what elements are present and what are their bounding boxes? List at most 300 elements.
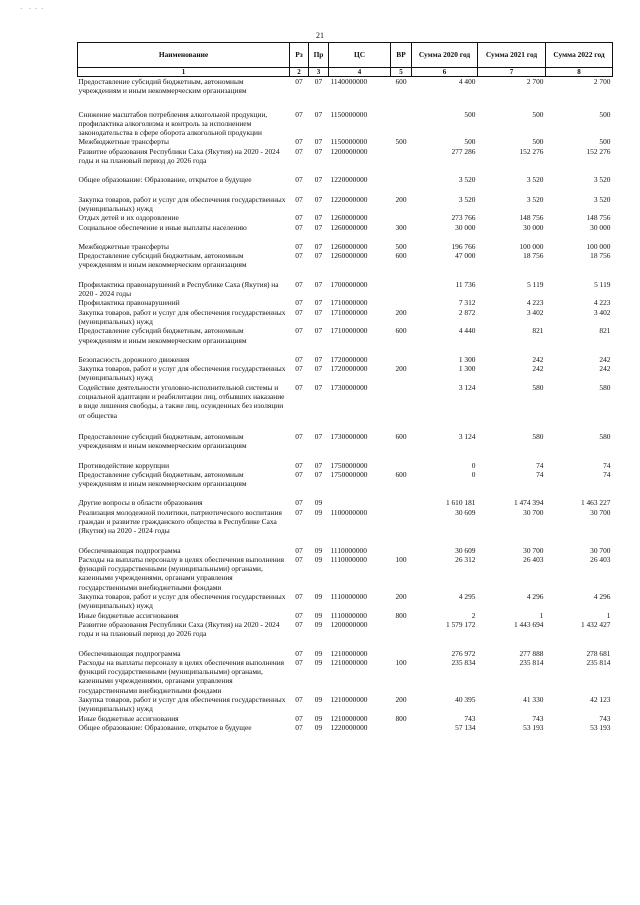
table-row bbox=[78, 592, 613, 611]
table-row bbox=[78, 298, 613, 307]
row-pr: 09 bbox=[314, 498, 323, 508]
row-pr: 07 bbox=[314, 194, 323, 204]
row-sum-2021: 500 bbox=[532, 109, 544, 119]
table-row bbox=[78, 147, 613, 166]
row-sum-2020: 276 972 bbox=[451, 648, 476, 658]
row-cs: 1210000000 bbox=[330, 695, 368, 705]
row-sum-2021: 1 443 694 bbox=[513, 619, 544, 629]
row-cs: 1140000000 bbox=[330, 77, 368, 86]
row-name: Содействие деятельности уголовно-исполнительной системы и социальной адаптации и реабилитации лиц, отбывших наказание в виде лишения свободы, а также лиц, осужденных без изоляции от общества bbox=[78, 382, 285, 420]
row-rz: 07 bbox=[295, 298, 303, 308]
row-rz: 07 bbox=[295, 307, 303, 317]
row-cs: 1260000000 bbox=[330, 241, 368, 251]
row-spacer bbox=[78, 232, 613, 242]
row-pr: 07 bbox=[314, 460, 323, 470]
row-name: Предоставление субсидий бюджетным, автономным учреждениям и иным некоммерческим организациям bbox=[78, 326, 247, 345]
row-sum-2020: 30 000 bbox=[455, 222, 476, 232]
row-name: Иные бюджетные ассигнования bbox=[78, 713, 179, 723]
row-vr bbox=[391, 508, 412, 536]
row-pr: 07 bbox=[314, 364, 323, 374]
row-vr bbox=[391, 461, 412, 470]
row-pr: 07 bbox=[314, 469, 323, 479]
row-pr: 09 bbox=[314, 610, 323, 620]
column-number: 1 bbox=[78, 68, 290, 77]
row-rz: 07 bbox=[295, 431, 303, 441]
table-row bbox=[78, 658, 613, 695]
row-name: Закупка товаров, работ и услуг для обеспечения государственных (муниципальных) нужд bbox=[78, 307, 286, 326]
row-sum-2020: 1 610 181 bbox=[445, 498, 476, 508]
row-sum-2020: 0 bbox=[471, 469, 476, 479]
row-rz: 07 bbox=[295, 498, 303, 508]
table-row bbox=[78, 498, 613, 507]
row-vr bbox=[391, 620, 412, 639]
row-sum-2022: 100 000 bbox=[586, 241, 611, 251]
row-name: Противодействие коррупции bbox=[78, 460, 170, 470]
row-sum-2020: 7 312 bbox=[458, 298, 476, 308]
row-sum-2022: 74 bbox=[603, 460, 611, 470]
row-vr bbox=[391, 147, 412, 166]
row-name: Обеспечивающая подпрограмма bbox=[78, 545, 181, 555]
table-row bbox=[78, 175, 613, 184]
row-sum-2022: 4 223 bbox=[593, 298, 611, 308]
row-sum-2020: 11 736 bbox=[455, 279, 476, 289]
row-cs: 1210000000 bbox=[330, 713, 368, 723]
row-pr: 07 bbox=[314, 326, 323, 336]
row-name: Предоставление субсидий бюджетным, автономным учреждениям и иным некоммерческим организациям bbox=[78, 251, 247, 270]
row-pr: 07 bbox=[314, 213, 323, 223]
row-vr: 200 bbox=[395, 194, 407, 204]
row-sum-2021: 3 520 bbox=[526, 194, 544, 204]
table-row bbox=[78, 308, 613, 327]
row-vr bbox=[391, 110, 412, 138]
table-row bbox=[78, 546, 613, 555]
row-rz: 07 bbox=[295, 175, 303, 185]
row-name: Предоставление субсидий бюджетным, автономным учреждениям и иным некоммерческим организациям bbox=[78, 77, 247, 96]
row-spacer bbox=[78, 96, 613, 110]
row-name: Расходы на выплаты персоналу в целях обеспечения выполнения функций государственными (муниципальными) органами, казенными учреждениями, органами управления государственными внебюджетными фондами bbox=[78, 554, 285, 592]
row-name: Развитие образования Республики Саха (Якутия) на 2020 - 2024 годы и на плановый период до 2026 года bbox=[78, 146, 280, 166]
row-rz: 07 bbox=[295, 146, 303, 156]
row-cs: 1710000000 bbox=[330, 307, 368, 317]
row-name: Предоставление субсидий бюджетным, автономным учреждениям и иным некоммерческим организациям bbox=[78, 469, 247, 489]
row-pr: 09 bbox=[314, 592, 323, 602]
budget-table bbox=[77, 42, 613, 732]
row-rz: 07 bbox=[295, 109, 303, 119]
row-rz: 07 bbox=[295, 213, 303, 223]
row-rz: 07 bbox=[295, 545, 303, 555]
row-pr: 09 bbox=[314, 713, 323, 723]
row-name: Закупка товаров, работ и услуг для обеспечения государственных (муниципальных) нужд bbox=[78, 695, 286, 714]
row-pr: 09 bbox=[314, 507, 323, 517]
row-sum-2022: 53 193 bbox=[590, 722, 611, 732]
row-rz: 07 bbox=[295, 251, 303, 261]
table-row bbox=[78, 432, 613, 451]
row-sum-2021: 743 bbox=[532, 713, 544, 723]
row-name: Социальное обеспечение и иные выплаты населению bbox=[78, 222, 247, 232]
row-sum-2020: 0 bbox=[471, 460, 476, 470]
row-spacer bbox=[78, 639, 613, 649]
row-rz: 07 bbox=[295, 469, 303, 479]
row-sum-2021: 1 bbox=[539, 610, 544, 620]
row-pr: 07 bbox=[314, 137, 323, 147]
column-number: 7 bbox=[478, 68, 546, 77]
row-name: Иные бюджетные ассигнования bbox=[78, 610, 179, 620]
row-sum-2020: 2 bbox=[471, 610, 476, 620]
row-sum-2021: 4 296 bbox=[526, 592, 544, 602]
row-sum-2020: 235 834 bbox=[451, 657, 476, 667]
row-sum-2021: 580 bbox=[532, 382, 544, 392]
row-sum-2022: 30 000 bbox=[590, 222, 611, 232]
row-name: Реализация молодежной политики, патриотического воспитания граждан и развитие гражданского общества в Республике Саха (Якутия) на 2020 - 2024 годы bbox=[78, 507, 282, 536]
table-row bbox=[78, 355, 613, 364]
row-sum-2022: 152 276 bbox=[586, 146, 611, 156]
row-rz: 07 bbox=[295, 592, 303, 602]
row-pr: 09 bbox=[314, 648, 323, 658]
row-pr: 07 bbox=[314, 77, 323, 86]
row-vr: 800 bbox=[395, 610, 407, 620]
row-spacer bbox=[78, 488, 613, 498]
row-sum-2022: 1 463 227 bbox=[580, 498, 611, 508]
row-rz: 07 bbox=[295, 648, 303, 658]
row-rz: 07 bbox=[295, 194, 303, 204]
row-rz: 07 bbox=[295, 610, 303, 620]
column-header-pr: Пр bbox=[309, 43, 329, 68]
row-sum-2020: 2 872 bbox=[458, 307, 476, 317]
row-rz: 07 bbox=[295, 657, 303, 667]
row-cs: 1150000000 bbox=[330, 137, 368, 147]
table-row bbox=[78, 280, 613, 299]
row-sum-2020: 4 295 bbox=[458, 592, 476, 602]
row-name: Общее образование: Образование, открытое в будущее bbox=[78, 175, 252, 185]
row-sum-2020: 1 579 172 bbox=[445, 619, 476, 629]
table-row bbox=[78, 695, 613, 714]
row-vr: 100 bbox=[395, 554, 407, 564]
column-header-sum-2020: Сумма 2020 год bbox=[412, 43, 478, 68]
row-sum-2022: 3 402 bbox=[593, 307, 611, 317]
row-sum-2021: 235 814 bbox=[519, 657, 544, 667]
row-vr: 200 bbox=[395, 695, 407, 705]
row-sum-2021: 30 700 bbox=[523, 507, 544, 517]
scan-corner-mark: · · · · bbox=[20, 5, 45, 13]
row-cs: 1730000000 bbox=[330, 431, 368, 441]
column-header-name: Наименование bbox=[78, 43, 290, 68]
row-cs: 1110000000 bbox=[330, 545, 367, 555]
row-cs: 1150000000 bbox=[330, 109, 368, 119]
row-name: Закупка товаров, работ и услуг для обеспечения государственных (муниципальных) нужд bbox=[78, 194, 286, 213]
table-row bbox=[78, 508, 613, 536]
row-sum-2022: 821 bbox=[599, 326, 611, 336]
row-sum-2022: 242 bbox=[599, 354, 611, 364]
table-row bbox=[78, 110, 613, 138]
row-cs: 1110000000 bbox=[330, 592, 367, 602]
row-cs: 1210000000 bbox=[330, 648, 368, 658]
row-sum-2020: 47 000 bbox=[455, 251, 476, 261]
row-rz: 07 bbox=[295, 354, 303, 364]
row-cs: 1710000000 bbox=[330, 326, 368, 336]
row-vr: 600 bbox=[395, 77, 407, 86]
table-row bbox=[78, 470, 613, 489]
row-vr bbox=[391, 355, 412, 364]
row-name: Межбюджетные трансферты bbox=[78, 137, 169, 147]
table-row bbox=[78, 383, 613, 420]
row-sum-2022: 580 bbox=[599, 382, 611, 392]
row-sum-2022: 18 756 bbox=[590, 251, 611, 261]
row-name: Профилактика правонарушений в Республике Саха (Якутия) на 2020 - 2024 годы bbox=[78, 279, 279, 299]
row-spacer bbox=[78, 345, 613, 355]
row-name: Отдых детей и их оздоровление bbox=[78, 213, 179, 223]
row-rz: 07 bbox=[295, 722, 303, 732]
row-sum-2020: 3 520 bbox=[458, 194, 476, 204]
row-pr: 07 bbox=[314, 146, 323, 156]
row-spacer bbox=[78, 165, 613, 175]
row-vr: 600 bbox=[395, 326, 407, 336]
row-name: Обеспечивающая подпрограмма bbox=[78, 648, 181, 658]
row-name: Межбюджетные трансферты bbox=[78, 241, 169, 251]
row-sum-2022: 74 bbox=[603, 469, 611, 479]
row-sum-2022: 500 bbox=[599, 109, 611, 119]
row-vr: 600 bbox=[395, 251, 407, 261]
row-sum-2020: 3 520 bbox=[458, 175, 476, 185]
row-pr: 07 bbox=[314, 109, 323, 119]
row-sum-2020: 3 124 bbox=[458, 431, 476, 441]
row-rz: 07 bbox=[295, 619, 303, 629]
row-vr bbox=[391, 723, 412, 732]
row-sum-2020: 1 300 bbox=[458, 354, 476, 364]
row-vr: 100 bbox=[395, 657, 407, 667]
table-body bbox=[78, 77, 613, 733]
row-vr: 600 bbox=[395, 469, 407, 479]
column-header-rz: Рз bbox=[290, 43, 309, 68]
row-sum-2020: 30 609 bbox=[455, 507, 476, 517]
row-sum-2021: 1 474 394 bbox=[513, 498, 544, 508]
row-sum-2020: 500 bbox=[464, 137, 476, 147]
row-sum-2021: 26 403 bbox=[523, 554, 544, 564]
row-sum-2022: 2 700 bbox=[593, 77, 611, 86]
row-sum-2020: 30 609 bbox=[455, 545, 476, 555]
row-sum-2022: 580 bbox=[599, 431, 611, 441]
row-sum-2021: 30 000 bbox=[523, 222, 544, 232]
row-sum-2020: 3 124 bbox=[458, 382, 476, 392]
row-vr: 200 bbox=[395, 364, 407, 374]
row-pr: 07 bbox=[314, 298, 323, 308]
row-cs: 1200000000 bbox=[330, 146, 368, 156]
row-sum-2022: 42 123 bbox=[590, 695, 611, 705]
row-sum-2022: 1 432 427 bbox=[580, 619, 611, 629]
row-sum-2021: 277 888 bbox=[519, 648, 544, 658]
row-sum-2022: 30 700 bbox=[590, 545, 611, 555]
row-vr bbox=[391, 383, 412, 420]
row-vr bbox=[391, 546, 412, 555]
row-sum-2021: 41 330 bbox=[523, 695, 544, 705]
table-row bbox=[78, 213, 613, 222]
row-vr: 500 bbox=[395, 137, 407, 147]
row-cs: 1750000000 bbox=[330, 460, 368, 470]
row-sum-2021: 4 223 bbox=[526, 298, 544, 308]
column-header-sum-2022: Сумма 2022 год bbox=[546, 43, 613, 68]
row-sum-2022: 1 bbox=[606, 610, 611, 620]
row-pr: 07 bbox=[314, 382, 323, 392]
row-spacer bbox=[78, 185, 613, 195]
row-name: Профилактика правонарушений bbox=[78, 298, 180, 308]
row-sum-2020: 500 bbox=[464, 109, 476, 119]
row-sum-2021: 53 193 bbox=[523, 722, 544, 732]
row-rz: 07 bbox=[295, 222, 303, 232]
row-cs: 1210000000 bbox=[330, 657, 368, 667]
row-vr: 300 bbox=[395, 222, 407, 232]
row-sum-2022: 500 bbox=[599, 137, 611, 147]
row-sum-2022: 235 814 bbox=[586, 657, 611, 667]
column-number: 3 bbox=[309, 68, 329, 77]
row-rz: 07 bbox=[295, 382, 303, 392]
row-sum-2022: 242 bbox=[599, 364, 611, 374]
row-name: Другие вопросы в области образования bbox=[78, 498, 203, 508]
row-vr bbox=[391, 175, 412, 184]
row-cs: 1200000000 bbox=[330, 619, 368, 629]
row-sum-2021: 18 756 bbox=[523, 251, 544, 261]
row-spacer bbox=[78, 536, 613, 546]
row-sum-2021: 821 bbox=[532, 326, 544, 336]
row-spacer bbox=[78, 420, 613, 432]
column-header-vr: ВР bbox=[391, 43, 412, 68]
row-rz: 07 bbox=[295, 77, 303, 86]
row-rz: 07 bbox=[295, 364, 303, 374]
row-sum-2021: 500 bbox=[532, 137, 544, 147]
row-vr: 200 bbox=[395, 307, 407, 317]
row-sum-2022: 148 756 bbox=[586, 213, 611, 223]
row-rz: 07 bbox=[295, 241, 303, 251]
row-sum-2020: 26 312 bbox=[455, 554, 476, 564]
row-pr: 07 bbox=[314, 222, 323, 232]
row-name: Предоставление субсидий бюджетным, автономным учреждениям и иным некоммерческим организациям bbox=[78, 431, 247, 451]
row-sum-2021: 580 bbox=[532, 431, 544, 441]
row-cs: 1710000000 bbox=[330, 298, 368, 308]
row-vr: 200 bbox=[395, 592, 407, 602]
row-rz: 07 bbox=[295, 554, 303, 564]
row-sum-2022: 743 bbox=[599, 713, 611, 723]
row-vr: 500 bbox=[395, 241, 407, 251]
row-sum-2021: 148 756 bbox=[519, 213, 544, 223]
table-row bbox=[78, 364, 613, 383]
row-sum-2020: 40 395 bbox=[455, 695, 476, 705]
column-number: 5 bbox=[391, 68, 412, 77]
table-row bbox=[78, 195, 613, 214]
row-pr: 09 bbox=[314, 619, 323, 629]
table-row bbox=[78, 714, 613, 723]
row-sum-2022: 26 403 bbox=[590, 554, 611, 564]
row-pr: 07 bbox=[314, 354, 323, 364]
table-header bbox=[78, 43, 613, 77]
table-row bbox=[78, 723, 613, 732]
column-number: 4 bbox=[329, 68, 391, 77]
table-row bbox=[78, 251, 613, 270]
row-spacer bbox=[78, 451, 613, 461]
row-vr bbox=[391, 280, 412, 299]
row-rz: 07 bbox=[295, 137, 303, 147]
row-rz: 07 bbox=[295, 326, 303, 336]
row-sum-2020: 273 766 bbox=[451, 213, 476, 223]
row-sum-2021: 152 276 bbox=[519, 146, 544, 156]
row-pr: 07 bbox=[314, 431, 323, 441]
row-vr bbox=[391, 213, 412, 222]
table-row bbox=[78, 620, 613, 639]
row-pr: 07 bbox=[314, 175, 323, 185]
table-row bbox=[78, 611, 613, 620]
row-cs: 1730000000 bbox=[330, 382, 368, 392]
row-sum-2021: 2 700 bbox=[526, 77, 544, 86]
row-pr: 07 bbox=[314, 307, 323, 317]
row-rz: 07 bbox=[295, 460, 303, 470]
row-cs: 1260000000 bbox=[330, 251, 368, 261]
row-cs: 1220000000 bbox=[330, 722, 368, 732]
row-cs: 1260000000 bbox=[330, 222, 368, 232]
row-sum-2020: 277 286 bbox=[451, 146, 476, 156]
row-sum-2021: 100 000 bbox=[519, 241, 544, 251]
row-sum-2021: 74 bbox=[536, 460, 544, 470]
column-number: 2 bbox=[290, 68, 309, 77]
row-pr: 09 bbox=[314, 722, 323, 732]
row-rz: 07 bbox=[295, 507, 303, 517]
column-number: 8 bbox=[546, 68, 613, 77]
row-cs: 1700000000 bbox=[330, 279, 368, 289]
row-sum-2020: 4 400 bbox=[458, 77, 476, 86]
row-sum-2021: 3 520 bbox=[526, 175, 544, 185]
row-cs: 1110000000 bbox=[330, 610, 367, 620]
column-header-cs: ЦС bbox=[329, 43, 391, 68]
row-pr: 09 bbox=[314, 695, 323, 705]
row-sum-2020: 1 300 bbox=[458, 364, 476, 374]
table-row bbox=[78, 555, 613, 592]
row-name: Снижение масштабов потребления алкогольной продукции, профилактика алкоголизма и контроль за исполнением законодательства в сфере оборота алкогольной продукции bbox=[78, 109, 268, 138]
row-vr bbox=[391, 498, 412, 507]
column-header-sum-2021: Сумма 2021 год bbox=[478, 43, 546, 68]
row-sum-2022: 278 681 bbox=[586, 648, 611, 658]
table-row bbox=[78, 461, 613, 470]
row-rz: 07 bbox=[295, 279, 303, 289]
row-vr: 800 bbox=[395, 713, 407, 723]
row-vr bbox=[391, 298, 412, 307]
row-sum-2021: 3 402 bbox=[526, 307, 544, 317]
row-cs: 1260000000 bbox=[330, 213, 368, 223]
row-pr: 09 bbox=[314, 554, 323, 564]
row-name: Общее образование: Образование, открытое в будущее bbox=[78, 722, 252, 732]
row-name: Закупка товаров, работ и услуг для обеспечения государственных (муниципальных) нужд bbox=[78, 364, 286, 383]
table-row bbox=[78, 137, 613, 146]
row-pr: 07 bbox=[314, 251, 323, 261]
row-name: Закупка товаров, работ и услуг для обеспечения государственных (муниципальных) нужд bbox=[78, 592, 286, 611]
row-cs: 1220000000 bbox=[330, 175, 368, 185]
row-rz: 07 bbox=[295, 713, 303, 723]
row-sum-2020: 196 766 bbox=[451, 241, 476, 251]
row-vr: 600 bbox=[395, 431, 407, 441]
row-rz: 07 bbox=[295, 695, 303, 705]
table-row bbox=[78, 326, 613, 345]
row-pr: 09 bbox=[314, 657, 323, 667]
row-sum-2021: 242 bbox=[532, 364, 544, 374]
row-pr: 07 bbox=[314, 279, 323, 289]
page-number: 21 bbox=[316, 31, 324, 40]
row-cs: 1750000000 bbox=[330, 469, 368, 479]
row-cs: 1100000000 bbox=[330, 507, 368, 517]
row-pr: 09 bbox=[314, 545, 323, 555]
row-sum-2021: 5 119 bbox=[527, 279, 544, 289]
row-sum-2022: 3 520 bbox=[593, 194, 611, 204]
row-sum-2020: 4 440 bbox=[458, 326, 476, 336]
row-sum-2020: 743 bbox=[464, 713, 476, 723]
row-sum-2021: 74 bbox=[536, 469, 544, 479]
row-sum-2022: 3 520 bbox=[593, 175, 611, 185]
row-sum-2020: 57 134 bbox=[455, 722, 476, 732]
row-sum-2021: 242 bbox=[532, 354, 544, 364]
